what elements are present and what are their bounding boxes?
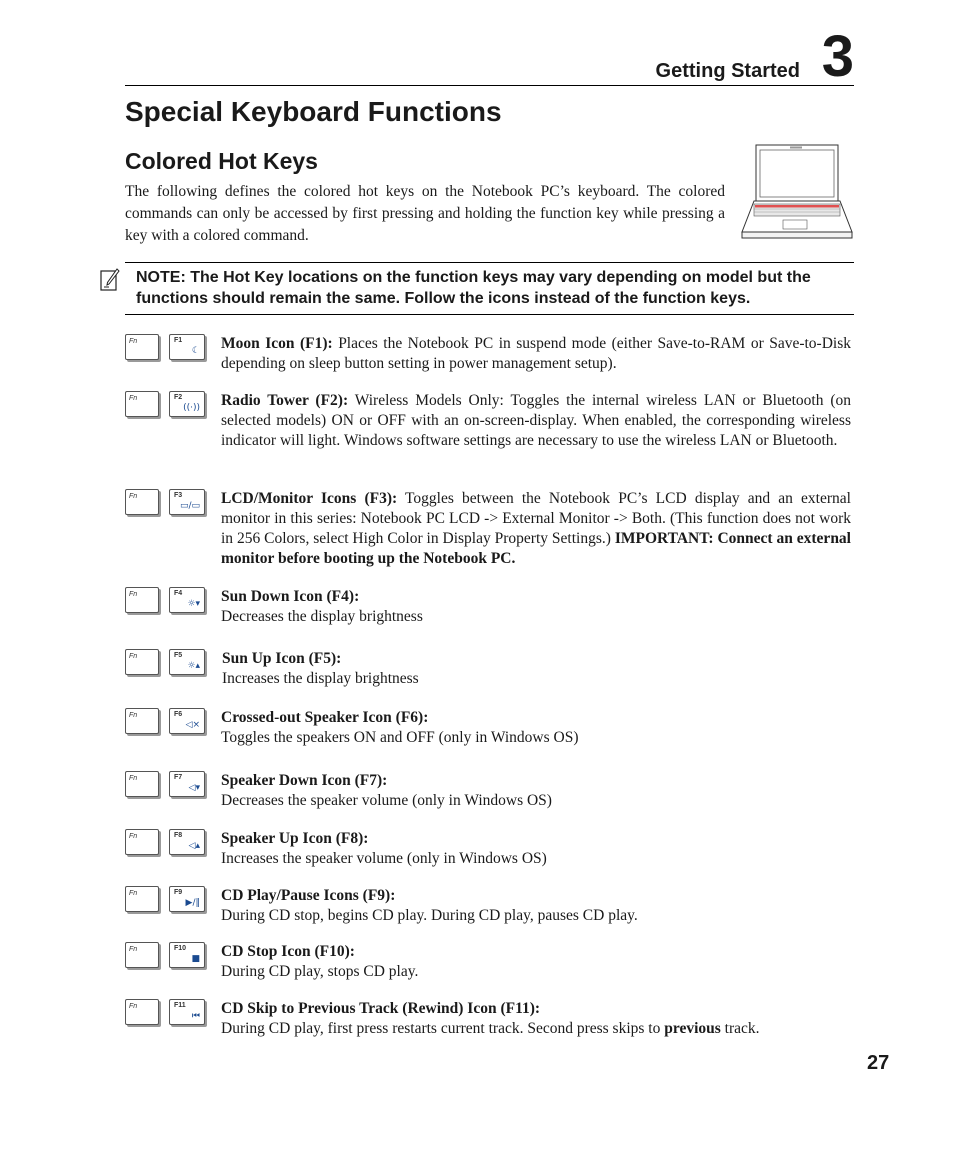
- radio-tower-icon: F2 ((·)): [169, 391, 205, 417]
- note-pencil-icon: [100, 268, 120, 292]
- hotkey-description: Radio Tower (F2): Wireless Models Only: Toggles the internal wireless LAN or Bluetooth (on selected models) ON or OFF with an on-screen-display. When enabled, the corresponding wireless indicator will light. Windows software settings are necessary to use the wireless LAN or Bluetooth.: [221, 392, 851, 449]
- chapter-number: 3: [821, 24, 854, 89]
- fn-key-icon: Fn: [125, 771, 159, 797]
- sun-down-icon: F4 ☼▾: [169, 587, 205, 613]
- hotkey-description: Sun Up Icon (F5): Increases the display brightness: [222, 650, 419, 687]
- fn-key-icon: Fn: [125, 999, 159, 1025]
- fn-key-icon: Fn: [125, 391, 159, 417]
- speaker-muted-icon: F6 ◁×: [169, 708, 205, 734]
- hotkey-description: Crossed-out Speaker Icon (F6): Toggles the speakers ON and OFF (only in Windows OS): [221, 709, 579, 746]
- hotkey-description: LCD/Monitor Icons (F3): Toggles between the Notebook PC’s LCD display and an external monitor in this series: Notebook PC LCD -> External Monitor -> Both. (This function does not work in 256 Colors, select High Color in Display Property Settings.) IMPORTANT: Connect an external monitor before booting up the Notebook PC.: [221, 490, 851, 567]
- note-text: NOTE: The Hot Key locations on the function keys may vary depending on model but the functions should remain the same. Follow the icons instead of the function keys.: [136, 269, 811, 307]
- note-divider-bottom: [125, 314, 854, 315]
- fn-key-icon: Fn: [125, 886, 159, 912]
- speaker-up-icon: F8 ◁▴: [169, 829, 205, 855]
- note-divider-top: [125, 262, 854, 263]
- chapter-label: Getting Started: [655, 60, 800, 82]
- page-title: Special Keyboard Functions: [125, 96, 502, 127]
- chapter-header: [125, 24, 854, 89]
- sun-up-icon: F5 ☼▴: [169, 649, 205, 675]
- speaker-down-icon: F7 ◁▾: [169, 771, 205, 797]
- stop-icon: F10 ■: [169, 942, 205, 968]
- fn-key-icon: Fn: [125, 708, 159, 734]
- fn-key-icon: Fn: [125, 829, 159, 855]
- rewind-icon: F11 ⏮: [169, 999, 205, 1025]
- fn-key-icon: Fn: [125, 942, 159, 968]
- intro-paragraph: The following defines the colored hot keys on the Notebook PC’s keyboard. The colored commands can only be accessed by first pressing and holding the function key while pressing a key with a colored command.: [125, 183, 725, 244]
- hotkey-description: CD Skip to Previous Track (Rewind) Icon (F11): During CD play, first press restarts current track. Second press skips to previous track.: [221, 1000, 760, 1037]
- hotkey-description: Speaker Up Icon (F8): Increases the speaker volume (only in Windows OS): [221, 830, 547, 867]
- fn-key-icon: Fn: [125, 587, 159, 613]
- page-number: 27: [867, 1052, 890, 1074]
- laptop-illustration-icon: [740, 144, 854, 242]
- hotkey-description: Sun Down Icon (F4): Decreases the display brightness: [221, 588, 423, 625]
- fn-key-icon: Fn: [125, 649, 159, 675]
- fn-key-icon: Fn: [125, 334, 159, 360]
- section-title: Colored Hot Keys: [125, 148, 318, 174]
- fn-key-icon: Fn: [125, 489, 159, 515]
- hotkey-description: Moon Icon (F1): Places the Notebook PC in suspend mode (either Save-to-RAM or Save-to-Disk depending on sleep button setting in power management setup).: [221, 335, 852, 372]
- hotkey-description: Speaker Down Icon (F7): Decreases the speaker volume (only in Windows OS): [221, 772, 552, 809]
- hotkey-description: CD Play/Pause Icons (F9): During CD stop, begins CD play. During CD play, pauses CD play.: [221, 887, 638, 924]
- play-pause-icon: F9 ▶/‖: [169, 886, 205, 912]
- moon-icon: F1 ☾: [169, 334, 205, 360]
- lcd-monitor-icon: F3 ▭/▭: [169, 489, 205, 515]
- hotkey-description: CD Stop Icon (F10): During CD play, stops CD play.: [221, 943, 419, 980]
